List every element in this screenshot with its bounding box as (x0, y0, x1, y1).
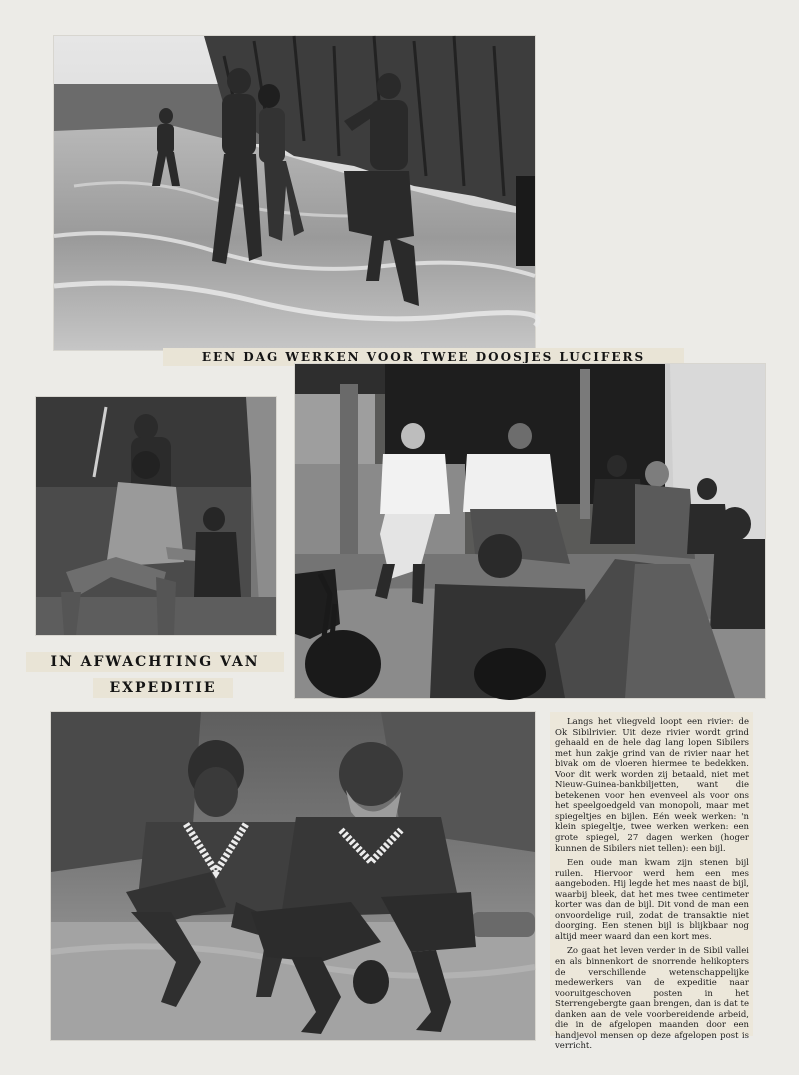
article-paragraph-3: Zo gaat het leven verder in de Sibil vallei en als binnenkort de snorrende helikopters de verschillende wetenschappelijke medewerkers van de expeditie naar vooruitgeschoven posten in het Sterrengebergte gaan brengen, dan is dat te danken aan de vele voorbereidende arbeid, die in de afgelopen maanden door een handjevol mensen op deze afgelopen post is verricht. (555, 946, 749, 1052)
caption-top: EEN DAG WERKEN VOOR TWEE DOOSJES LUCIFERS (163, 348, 684, 366)
photo-group-meeting (295, 364, 765, 698)
photo-waiting-man (36, 397, 276, 635)
caption-side-line1: IN AFWACHTING VAN (26, 652, 284, 672)
photo-river-crossing (54, 36, 535, 350)
photo-two-men-crouching (51, 712, 535, 1040)
article-paragraph-1: Langs het vliegveld loopt een rivier: de Ok Sibilrivier. Uit deze rivier wordt grind gehaald en de hele dag lang lopen Sibilers met hun zakje grind van de rivier naar het bivak om de vloeren hiermee te bedekken. Voor dit werk worden zij betaald, niet met Nieuw-Guinea-bankbiljetten, want die betekenen voor hen evenveel als voor ons het speelgoedgeld van monopoli, maar met spiegeltjes en bijlen. Eén week werken: 'n klein spiegeltje, twee werken werken: een grote spiegel, 27 dagen werken (hoger kunnen de Sibilers niet tellen): een bijl. (555, 717, 749, 854)
article-text (550, 712, 753, 1052)
caption-side-line2: EXPEDITIE (93, 678, 233, 698)
article-paragraph-2: Een oude man kwam zijn stenen bijl ruilen. Hiervoor werd hem een mes aangeboden. Hij legde het mes naast de bijl, waarbij bleek, dat het mes twee centimeter korter was dan de bijl. Dit vond de man een onvoordelige ruil, zodat de transaktie niet doorging. Een stenen bijl is blijkbaar nog altijd meer waard dan een kort mes. (555, 858, 749, 942)
